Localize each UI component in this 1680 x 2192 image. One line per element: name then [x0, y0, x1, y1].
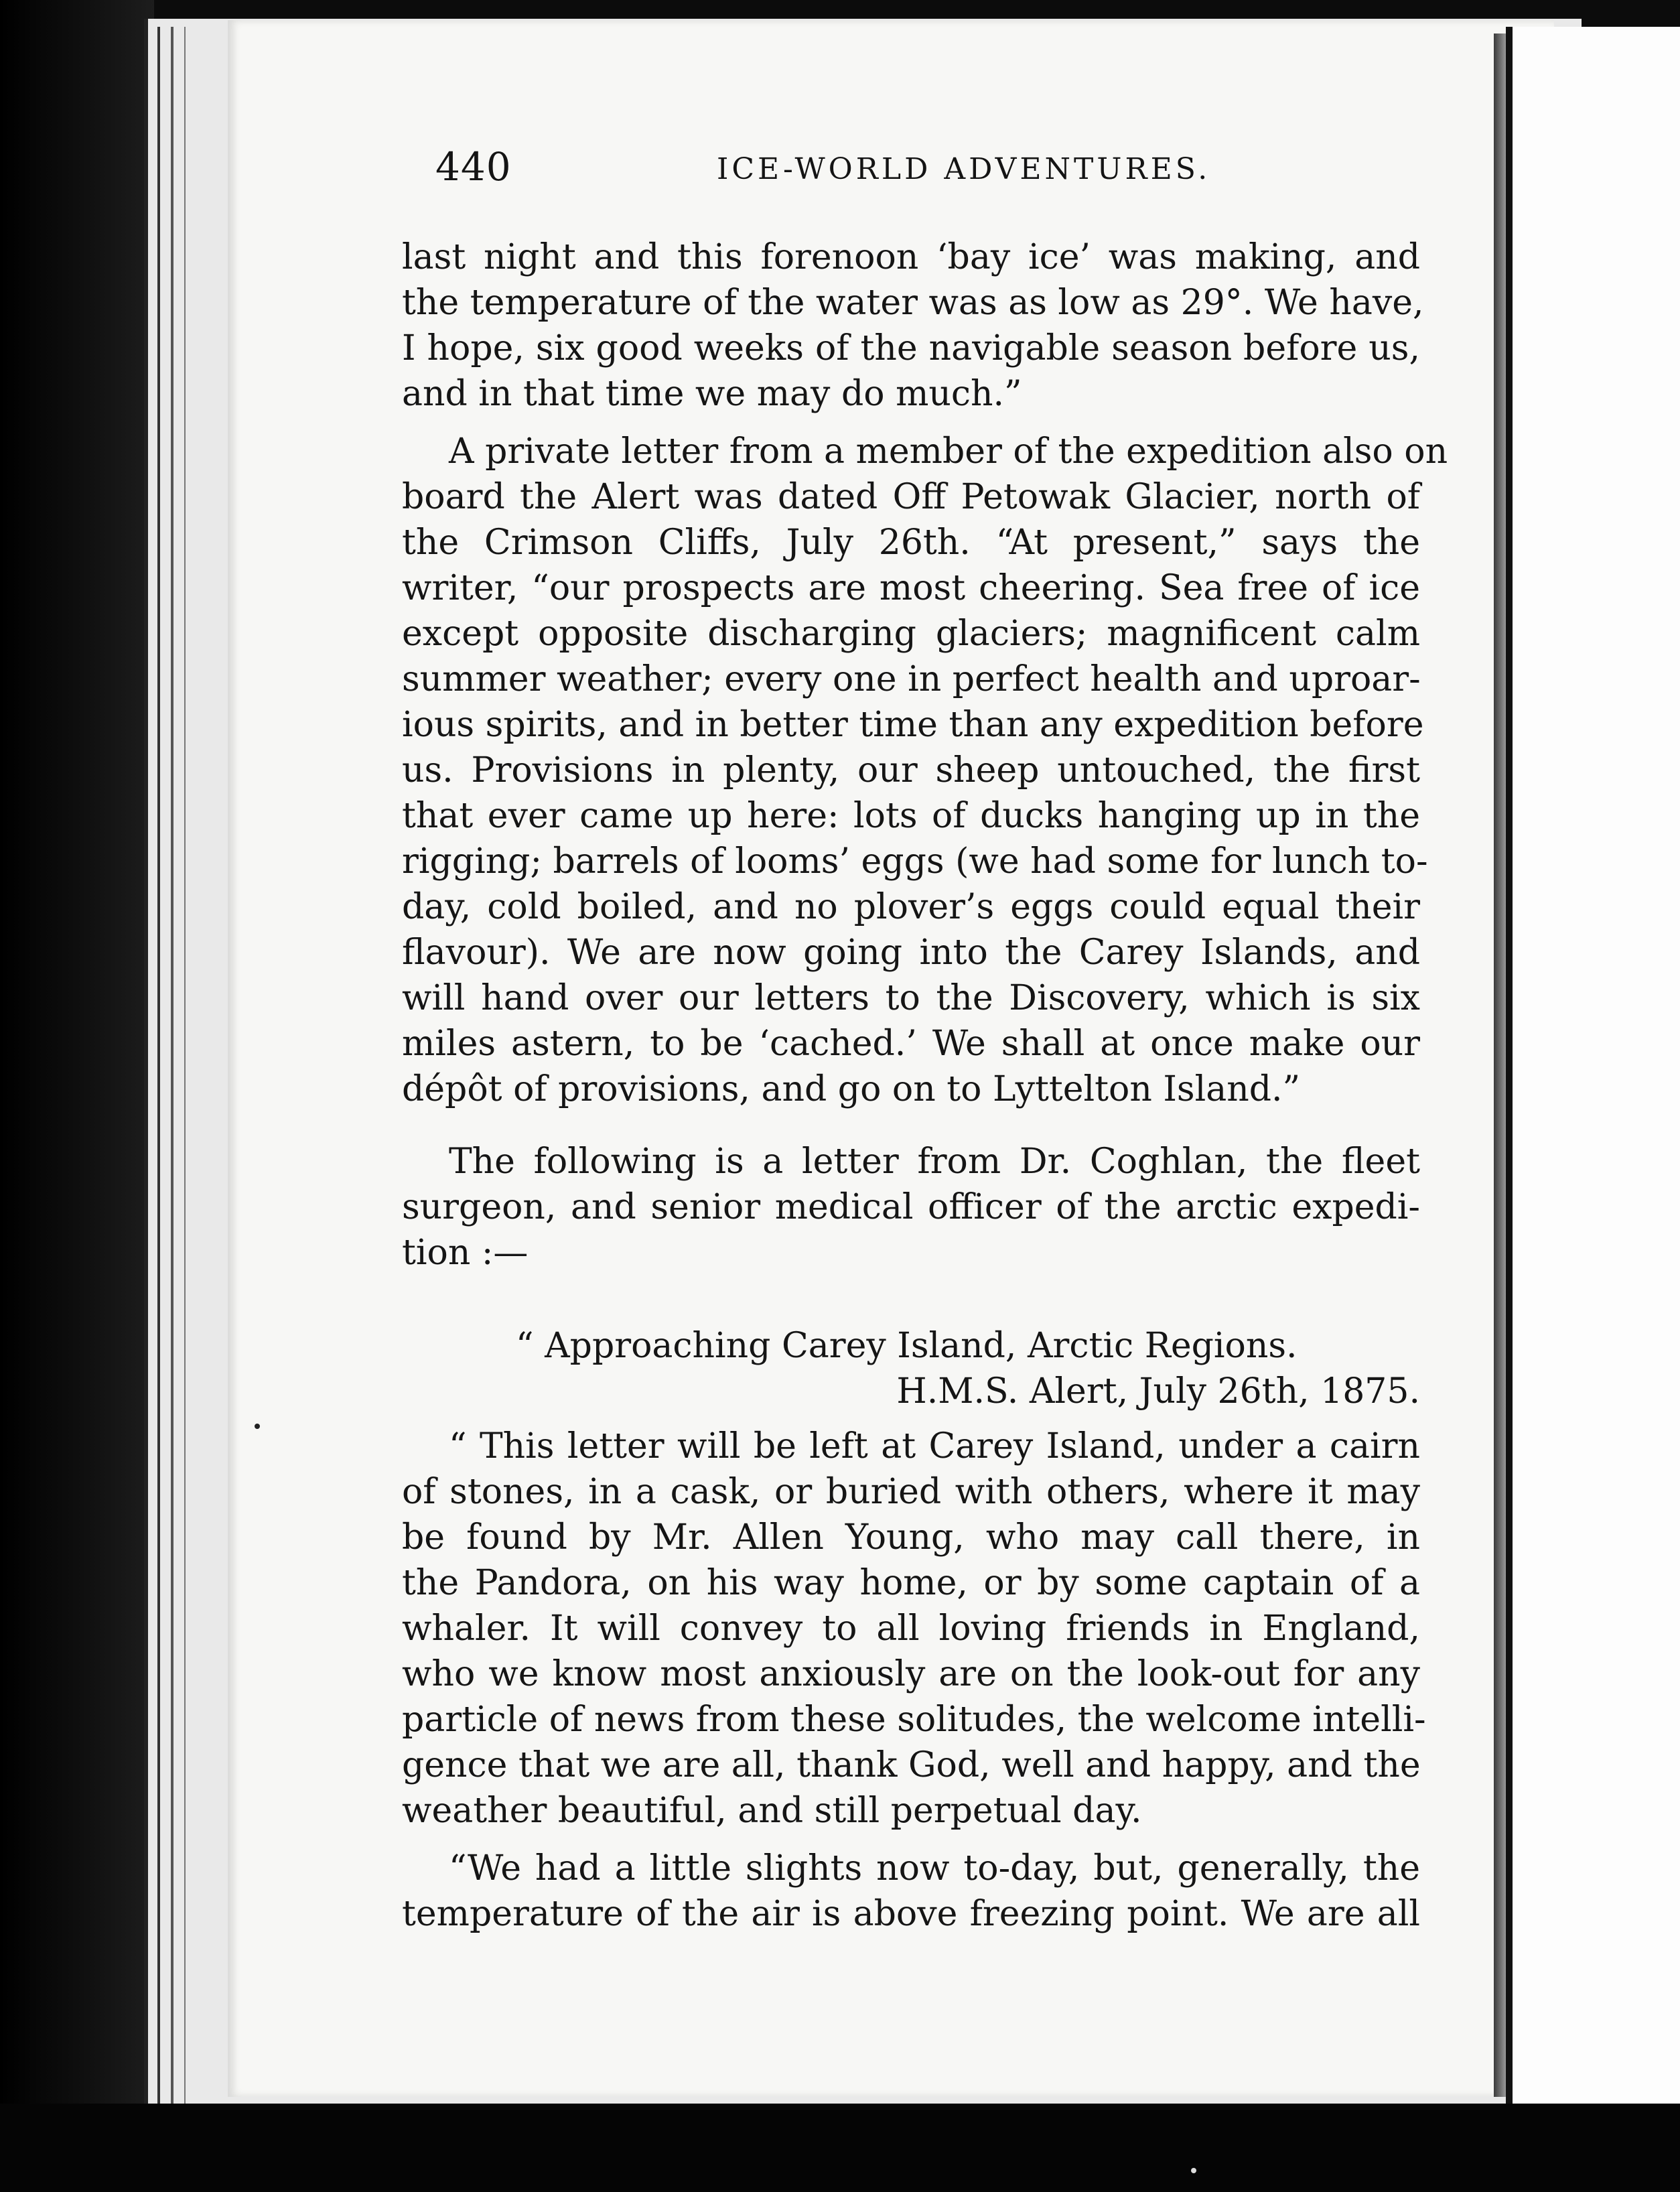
running-header: [435, 144, 1400, 204]
text-line: and in that time we may do much.”: [402, 374, 1022, 414]
paragraph-1: [402, 234, 1424, 417]
text-line: “We had a little slights now to-day, but, generally, the: [449, 1848, 1420, 1889]
paragraph-2: [402, 429, 1448, 1112]
paragraph-5: [402, 1846, 1420, 1937]
text-line: who we know most anxiously are on the look-out for any: [402, 1654, 1420, 1694]
text-line: surgeon, and senior medical officer of the arctic expedi-: [402, 1187, 1420, 1227]
facing-page-edge: [1506, 27, 1680, 2117]
text-line: summer weather; every one in perfect health and uproar-: [402, 659, 1421, 699]
letter-heading: [402, 1323, 1420, 1414]
scan-background-left: [0, 0, 154, 2192]
text-line: except opposite discharging glaciers; magnificent calm: [402, 614, 1420, 654]
scan-speck: [1191, 2168, 1196, 2173]
text-line: writer, “our prospects are most cheering. Sea free of ice: [402, 568, 1420, 608]
text-line: will hand over our letters to the Discovery, which is six: [402, 978, 1420, 1018]
page-gutter-shadow: [1494, 33, 1506, 2097]
paragraph-3: [402, 1139, 1420, 1276]
page-edge-line: [171, 27, 173, 2117]
text-line: dépôt of provisions, and go on to Lyttelton Island.”: [402, 1069, 1301, 1109]
page-number: 440: [435, 144, 512, 190]
text-line: rigging; barrels of looms’ eggs (we had some for lunch to-: [402, 841, 1428, 882]
text-line: miles astern, to be ‘cached.’ We shall at once make our: [402, 1024, 1420, 1064]
page-edge-line: [184, 27, 186, 2117]
text-line: the Crimson Cliffs, July 26th. “At present,” says the: [402, 523, 1420, 563]
scan-background-bottom: [0, 2104, 1680, 2192]
text-line: the Pandora, on his way home, or by some captain of a: [402, 1563, 1420, 1603]
text-line: that ever came up here: lots of ducks hanging up in the: [402, 796, 1420, 836]
text-line: A private letter from a member of the expedition also on: [449, 431, 1448, 472]
text-line: ious spirits, and in better time than any expedition before: [402, 705, 1424, 745]
letter-place: “ Approaching Carey Island, Arctic Regions.: [516, 1326, 1298, 1366]
letter-date: H.M.S. Alert, July 26th, 1875.: [896, 1371, 1420, 1412]
page-edge-line: [157, 27, 160, 2117]
text-line: temperature of the air is above freezing point. We are all: [402, 1894, 1420, 1934]
text-line: whaler. It will convey to all loving friends in England,: [402, 1608, 1420, 1649]
text-line: flavour). We are now going into the Carey Islands, and: [402, 933, 1420, 973]
text-line: particle of news from these solitudes, the welcome intelli-: [402, 1700, 1426, 1740]
text-line: last night and this forenoon ‘bay ice’ was making, and: [402, 237, 1420, 277]
text-line: board the Alert was dated Off Petowak Glacier, north of: [402, 477, 1420, 517]
text-line: The following is a letter from Dr. Coghlan, the fleet: [449, 1142, 1420, 1182]
paragraph-4: [402, 1424, 1426, 1834]
scan-speck: [255, 1424, 260, 1429]
text-line: tion :—: [402, 1233, 529, 1273]
text-line: be found by Mr. Allen Young, who may call there, in: [402, 1517, 1420, 1558]
running-title: ICE-WORLD ADVENTURES.: [717, 152, 1211, 186]
text-line: “ This letter will be left at Carey Island, under a cairn: [449, 1426, 1420, 1466]
text-line: I hope, six good weeks of the navigable season before us,: [402, 328, 1420, 368]
text-line: day, cold boiled, and no plover’s eggs could equal their: [402, 887, 1420, 927]
text-line: weather beautiful, and still perpetual day.: [402, 1791, 1142, 1831]
text-line: of stones, in a cask, or buried with others, where it may: [402, 1472, 1420, 1512]
text-line: us. Provisions in plenty, our sheep untouched, the first: [402, 750, 1420, 791]
text-line: the temperature of the water was as low as 29°. We have,: [402, 283, 1424, 323]
text-line: gence that we are all, thank God, well and happy, and the: [402, 1745, 1421, 1785]
